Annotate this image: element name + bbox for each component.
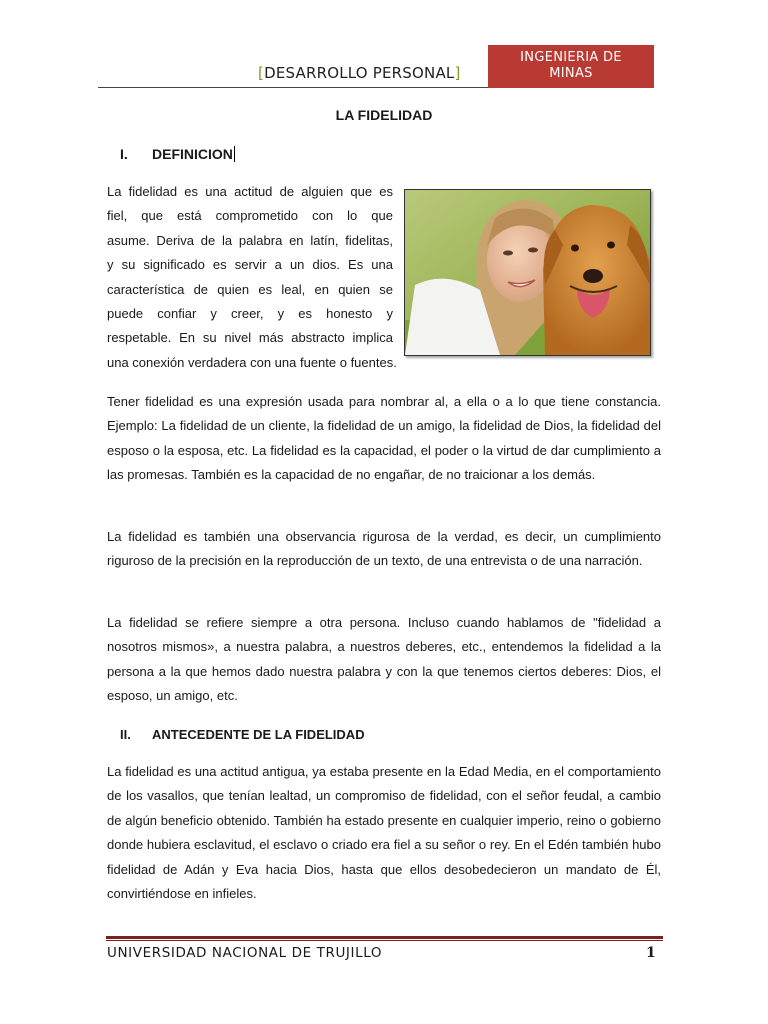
paragraph-definition-3: La fidelidad es también una observancia rigurosa de la verdad, es decir, un cumplimiento riguroso de la precisión en la reproducción de un texto, de una entrevista o de una narración. [107, 529, 661, 569]
section-heading-text: DEFINICION [152, 146, 233, 162]
header-title [258, 64, 461, 82]
section-heading-definicion [120, 146, 235, 162]
intro-last-line: una conexión verdadera con una fuente o fuentes. [107, 355, 397, 370]
section-number: I. [120, 146, 128, 162]
footer-rule-thick [106, 936, 663, 939]
section-heading-antecedente [120, 727, 365, 742]
paragraph-antecedente: La fidelidad es una actitud antigua, ya estaba presente en la Edad Media, en el comportamiento de los vasallos, que tenían lealtad, un compromiso de fidelidad, con el señor feudal, a cambio de algún beneficio obtenido. También ha estado presente en cualquier imperio, reino o gobierno donde hubiera esclavitud, el esclavo o criado era fiel a su señor o rey. En el Edén también hubo fidelidad de Adán y Eva hacia Dios, hasta que ellos desobedecieron un mandato de Él, convirtiéndose en infieles. [107, 764, 661, 902]
paragraph-definition-4: La fidelidad se refiere siempre a otra persona. Incluso cuando hablamos de "fidelidad a nosotros mismos», a nuestra palabra, a nuestros deberes, etc., entendemos la fidelidad a la persona a la que hemos dado nuestra palabra y con la que tenemos ciertos deberes: Dios, el esposo, un amigo, etc. [107, 615, 661, 704]
section-number: II. [120, 727, 131, 742]
intro-line: puede confiar y creer, y es honesto y [107, 306, 393, 322]
footer-university: UNIVERSIDAD NACIONAL DE TRUJILLO [107, 945, 383, 961]
header-bracket-open: [ [258, 64, 265, 82]
page-number: 1 [646, 945, 656, 961]
intro-line: asume. Deriva de la palabra en latín, fidelitas, [107, 232, 393, 248]
intro-line: fiel, que está comprometido con lo que [107, 208, 393, 224]
intro-line: La fidelidad es una actitud de alguien que es [107, 184, 393, 199]
paragraph-definition-2: Tener fidelidad es una expresión usada para nombrar al, a ella o a lo que tiene constancia. Ejemplo: La fidelidad de un cliente, la fidelidad de un amigo, la fidelidad de Dios, la fidelidad del esposo o la esposa, etc. La fidelidad es la capacidad, el poder o la virtud de dar cumplimiento a las promesas. También es la capacidad de no engañar, de no traicionar a los demás. [107, 394, 661, 483]
intro-lines [107, 180, 393, 351]
document-title: LA FIDELIDAD [335, 107, 433, 123]
footer-rule-thin [106, 940, 663, 941]
header-title-text: DESARROLLO PERSONAL [264, 64, 455, 82]
header-box-line2: MINAS [549, 66, 593, 81]
intro-line: respetable. En su nivel más abstracto implica [107, 330, 393, 346]
woman-with-dog-photo [404, 189, 651, 356]
intro-line: y su significado es servir a un dios. Es una [107, 257, 393, 273]
header-bracket-close: ] [454, 64, 461, 82]
header-department-box [488, 45, 654, 88]
header-divider [98, 87, 488, 88]
section-heading-text: ANTECEDENTE DE LA FIDELIDAD [152, 727, 365, 742]
header-box-line1: INGENIERIA DE [520, 50, 622, 65]
text-cursor [234, 146, 235, 162]
intro-line: característica de quien es leal, en quien se [107, 281, 393, 297]
photo-illustration [405, 190, 650, 355]
